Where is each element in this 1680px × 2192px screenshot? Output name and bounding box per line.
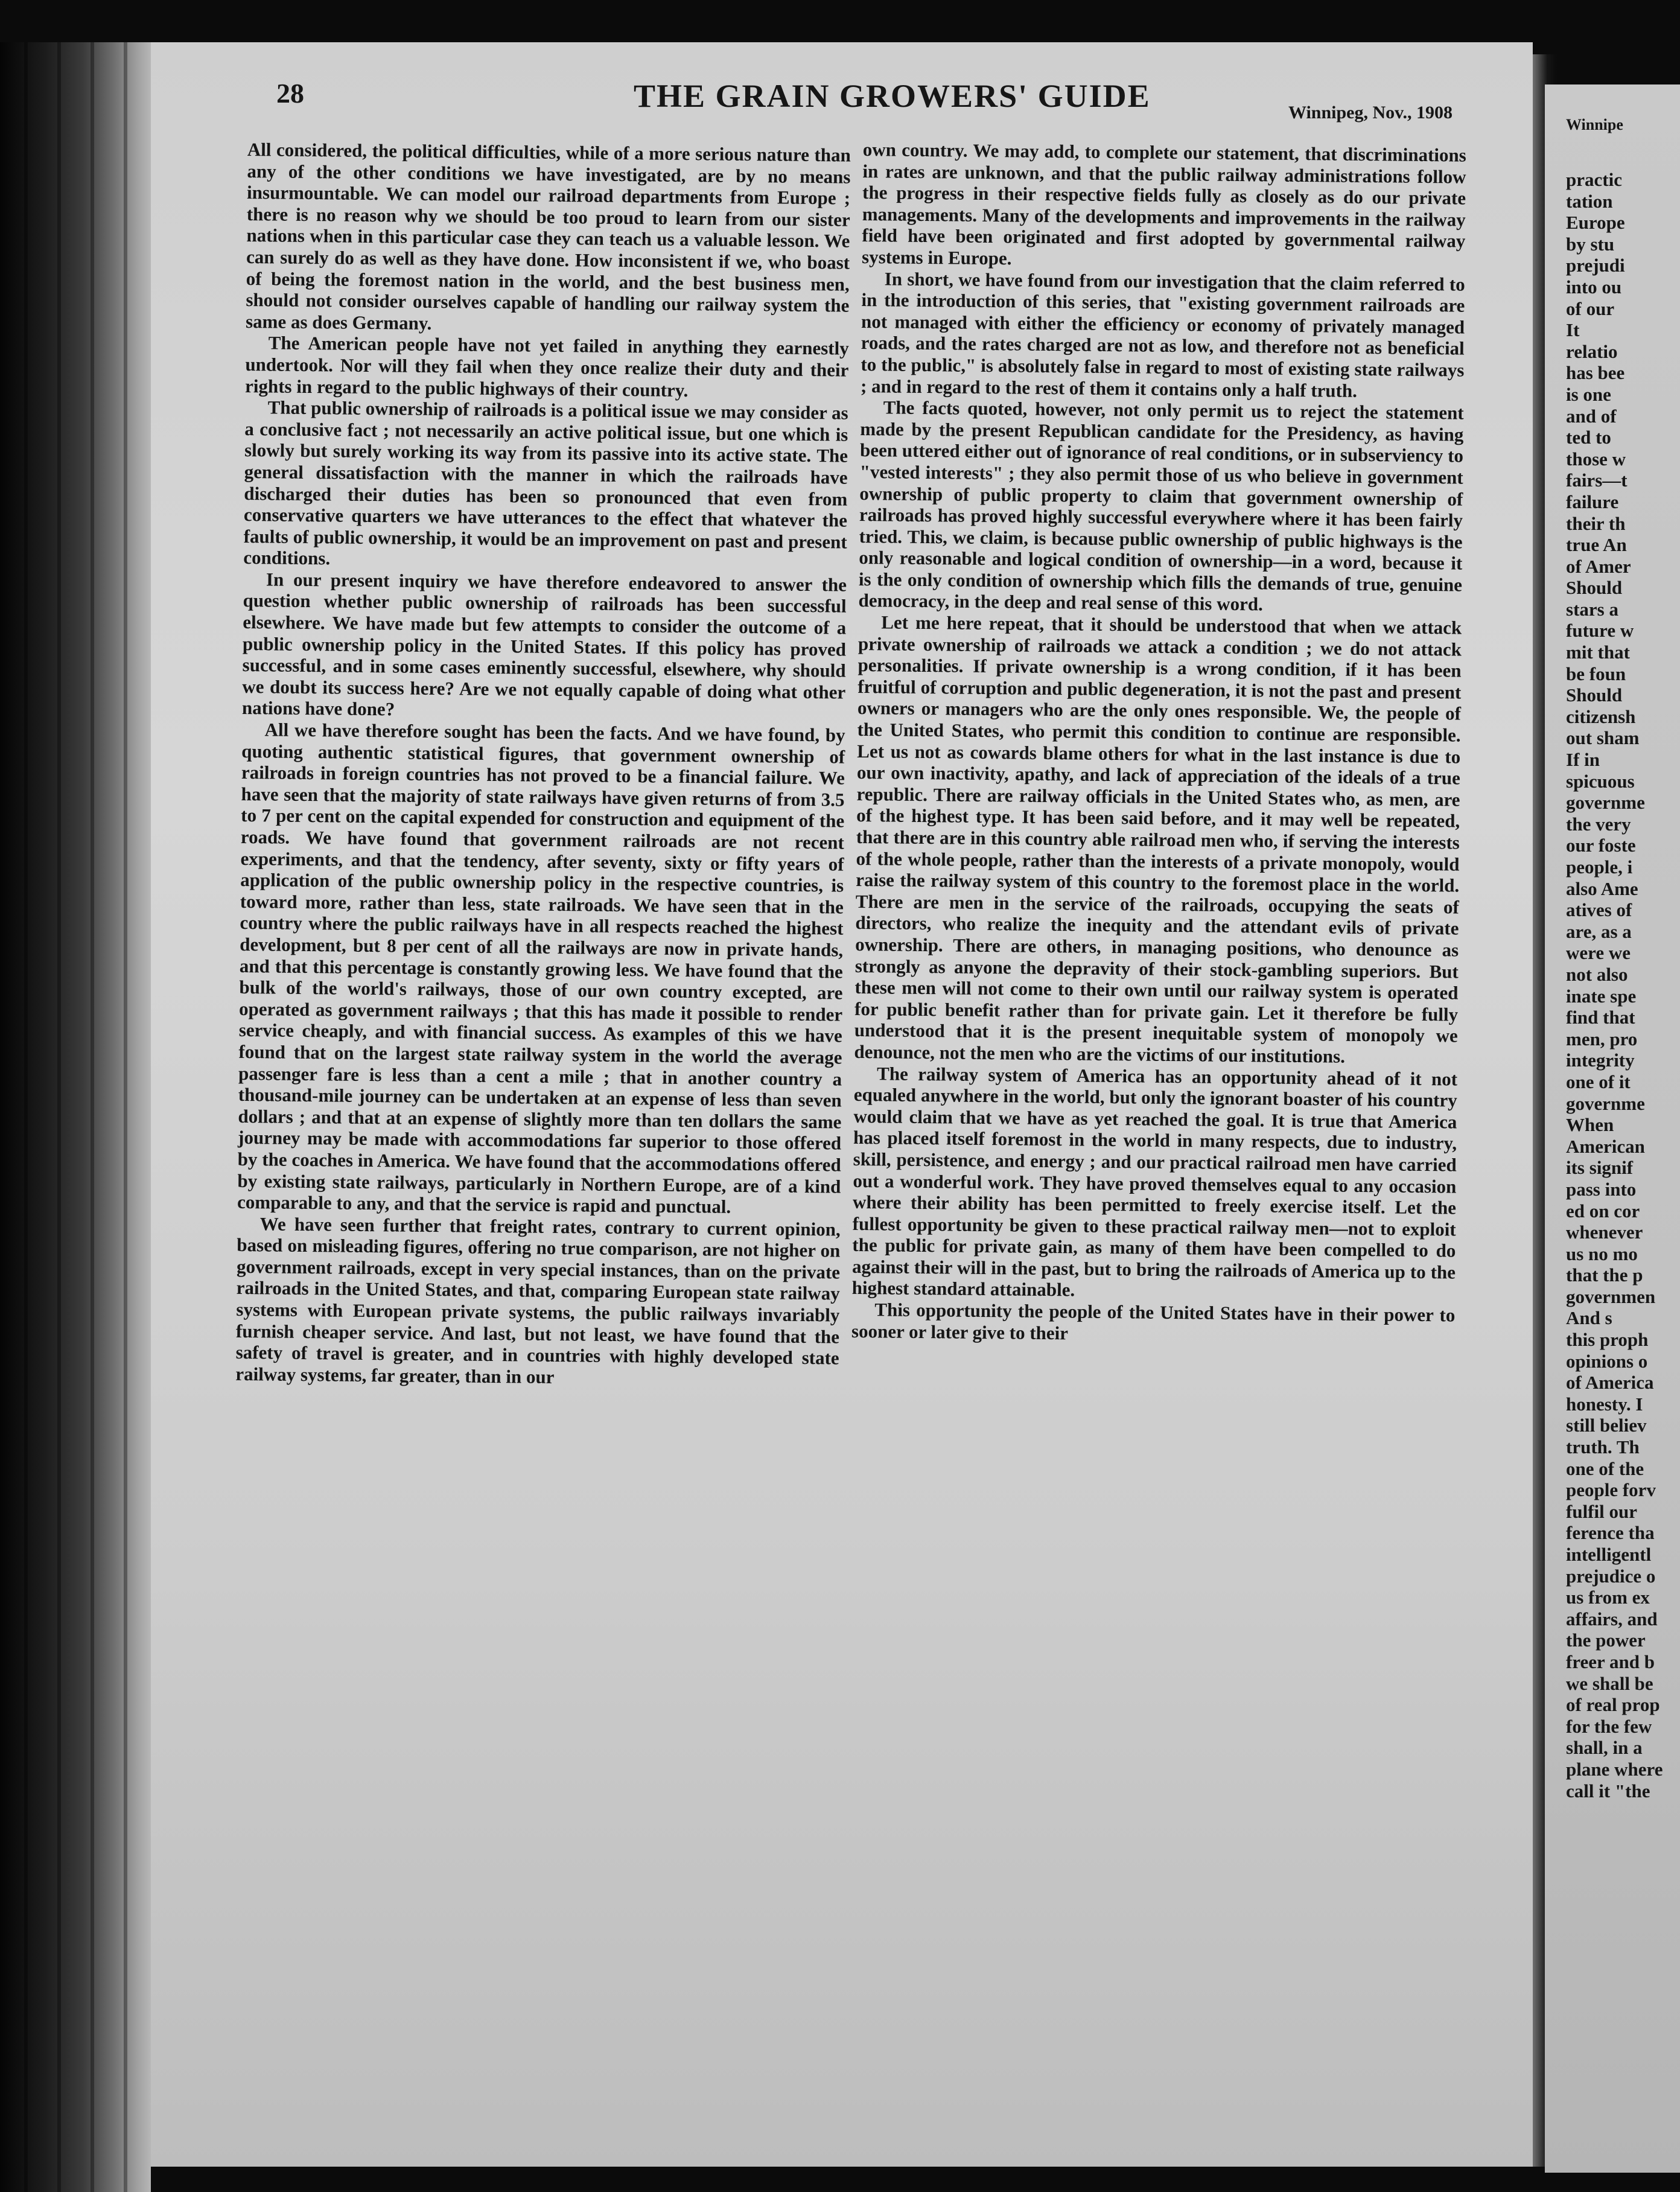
next-page-line: still believ [1566,1415,1647,1436]
next-page-line: intelligentl [1566,1544,1652,1565]
next-page-line: ference tha [1566,1522,1655,1544]
paragraph: We have seen further that freight rates, contrary to current opinion, based on misleading figures, offering no true comparison, are not higher on government railroads, except in very special instances, than on the private railroads in the United States, and that, comparing European state railway systems with European private systems, the public railways invariably furnish cheaper service. And last, but not least, we have found that the safety of travel is greater, and in countries with highly developed state railway systems, far greater, than in our [235,1212,841,1388]
paragraph: That public ownership of railroads is a political issue we may consider as a conclusive fact ; not necessarily an active political issue, but one which is slowly but surely working its way from its passive into its active state. The general dissatisfaction with the manner in which the railroads have discharged their duties has been so pronounced that even from conservative quarters we have utterances to the effect that whatever the faults of public ownership, it would be an improvement on past and present conditions. [243,397,848,569]
next-page-header: Winnipe [1566,116,1623,133]
next-page-line: tation [1566,190,1613,212]
next-page-line: us no mo [1566,1243,1638,1264]
next-page-line: spicuous [1566,770,1635,792]
next-page-line: of Amer [1566,555,1631,577]
next-page-line: governmen [1566,1286,1656,1307]
paragraph: All we have therefore sought has been the facts. And we have found, by quoting authentic statistical figures, that government ownership of railroads in foreign countries has not proved to be a financial failure. We have seen that the majority of state railways have given returns of from 3.5 to 7 per cent on the capital expended for construction and equipment of the roads. We have found that government railroads are not recent experiments, and that the tendency, after seventy, sixty or fifty years of application of the public ownership policy in the respective countries, is toward more, rather than less, state railroads. We have seen that in the country where the public railways have in all respects reached the highest development, but 8 per cent of all the railways are now in private hands, and that this percentage is constantly growing less. We have found that the bulk of the world's railways, those of our own country excepted, are operated as government railways ; that this has made it possible to render service cheaply, and with financial success. As examples of this we have found that on the largest state railway system in the world the average passenger fare is less than a cent a mile ; that in another country a thousand-mile journey can be undertaken at an expense of less than seven dollars ; and that at an expense of slightly more than ten dollars the same journey may be made with accommodations far superior to those offered by the coaches in America. We have found that the accommodations offered by existing state railways, particularly in Northern Europe, are of a kind comparable to any, and that the service is rapid and punctual. [237,719,845,1217]
next-page-line: people forv [1566,1479,1656,1501]
paragraph: The American people have not yet failed in anything they earnestly undertook. Nor will they fail when they once realize their duty and their rights in regard to the public highways of their country. [244,332,849,401]
next-page-line: mit that [1566,642,1630,663]
next-page-line: the very [1566,813,1631,835]
next-page-line: future w [1566,620,1634,642]
next-page-line: American [1566,1135,1645,1157]
next-page-line: ed on cor [1566,1200,1640,1222]
issue-date: Winnipeg, Nov., 1908 [1288,103,1453,123]
next-page-line: If in [1566,749,1600,771]
left-column [235,139,851,1391]
next-page-line: Should [1566,577,1623,599]
paragraph: All considered, the political difficulties, while of a more serious nature than any of the other conditions we have investigated, are by no means insurmountable. We can model our railroad departments from Europe ; there is no reason why we should be too proud to learn from our sister nations when in this particular case they can teach us a valuable lesson. We can surely do as well as they have done. How inconsistent if we, who boast of being the foremost nation in the world, and the best business men, should not consider ourselves capable of handling our railway system the same as does Germany. [245,139,851,334]
next-page-line: also Ame [1566,878,1638,899]
next-page-line: whenever [1566,1222,1643,1243]
next-page-line: were we [1566,942,1631,964]
next-page-line: we shall be [1566,1672,1653,1694]
next-page-line: Should [1566,684,1623,706]
next-page-line: men, pro [1566,1028,1638,1050]
next-page-line: pass into [1566,1178,1637,1200]
next-page-line: the power [1566,1630,1646,1651]
next-page-line: honesty. I [1566,1393,1643,1415]
next-page-line: stars a [1566,598,1618,620]
paragraph: The railway system of America has an opportunity ahead of it not equaled anywhere in the world, but only the ignorant boaster of his country would claim that we have as yet reached the goal. It is true that America has placed itself foremost in the world in many respects, due to industry, skill, persistence, and energy ; and our practical railroad men have carried out a wonderful work. They have proved themselves equal to any occasion where their ability has been permitted to freely exercise itself. Let the fullest opportunity be given to these practical railway men—not to exploit the public for private gain, as many of them have been compelled to do against their will in the past, but to bring the railroads of America up to the highest standard attainable. [851,1062,1458,1301]
next-page-line: practic [1566,169,1622,190]
next-page-line: shall, in a [1566,1737,1643,1759]
next-page-edge [1545,84,1680,2173]
next-page-line: Europe [1566,212,1625,234]
right-column [851,139,1466,1348]
paragraph: Let me here repeat, that it should be understood that when we attack private ownership of railroads we attack a condition ; we do not attack personalities. If private ownership is a wrong condition, if it has been fruitful of corruption and public degeneration, it is not the past and present owners or managers who are the only ones responsible. We, the people of the United States, who permit this condition to continue are responsible. Let us not as cowards blame others for what in the last instance is due to our own inactivity, apathy, and lack of appreciation of the ideals of a true republic. There are railway officials in the United States who, as men, are of the highest type. It has been said before, and it may well be repeated, that there are in this country able railroad men who, if serving the interests of the whole people, rather than the interests of a private monopoly, would raise the railway system of this country to the foremost place in the world. There are men in the service of the railroads, occupying the seats of directors, who realize the inequity and the attendant evils of private ownership. There are others, in managing positions, who denounce as strongly as anyone the depravity of their stock-gambling superiors. But these men will not come to their own until our railway system is operated for public benefit rather than for private gain. Let it therefore be fully understood that it is the present inequitable system of monopoly we denounce, not the men who are the victims of our institutions. [854,611,1462,1067]
next-page-line: and of [1566,405,1617,427]
next-page-line: out sham [1566,727,1640,749]
next-page-line: of America [1566,1372,1654,1394]
next-page-line: its signif [1566,1157,1634,1179]
next-page-line: are, as a [1566,920,1632,942]
next-page-line: not also [1566,963,1628,985]
next-page-line: true An [1566,534,1627,556]
next-page-line: of our [1566,298,1615,319]
next-page-line: citizensh [1566,706,1636,727]
next-page-line: is one [1566,383,1611,405]
next-page-line: fulfil our [1566,1500,1637,1522]
next-page-line: freer and b [1566,1651,1655,1672]
next-page-line: affairs, and [1566,1608,1658,1630]
next-page-line: call it "the [1566,1780,1650,1802]
next-page-line: their th [1566,512,1626,534]
next-page-line: governme [1566,792,1645,814]
next-page-line: find that [1566,1007,1635,1028]
next-page-line: prejudi [1566,255,1625,276]
next-page-line: this proph [1566,1329,1649,1351]
next-page-line: ted to [1566,427,1611,448]
next-page-line: When [1566,1114,1614,1136]
next-page-line: relatio [1566,340,1618,362]
next-page-line: truth. Th [1566,1436,1640,1458]
next-page-line: for the few [1566,1715,1652,1737]
next-page-line: failure [1566,491,1619,512]
book-binding-edge [0,42,151,2192]
next-page-line: be foun [1566,663,1626,684]
paragraph: This opportunity the people of the United States have in their power to sooner or later give to their [851,1299,1456,1344]
page-title: THE GRAIN GROWERS' GUIDE [634,78,1151,114]
next-page-line: governme [1566,1092,1645,1114]
paragraph: The facts quoted, however, not only permit us to reject the statement made by the present Republican candidate for the Presidency, as having been uttered either out of ignorance of real conditions, or in subserviency to "vested interests" ; they also permit those of us who believe in government ownership of public property to claim that government ownership of railroads has proved highly successful everywhere where it has been fairly tried. This, we claim, is because public ownership of public highways is the only reasonable and logical condition of ownership—in a word, because it is the only condition of ownership which fills the demands of true, genuine democracy, in the deep and real sense of this word. [858,397,1464,615]
paragraph: In our present inquiry we have therefore endeavored to answer the question whether public ownership of railroads has been successful elsewhere. We have made but few attempts to consider the outcome of a public ownership policy in the United States. If this policy has proved successful, and in some cases eminently successful, elsewhere, why should we doubt its success here? Are we not equally capable of doing what other nations have done? [241,569,847,720]
next-page-line: prejudice o [1566,1565,1656,1587]
next-page-line: plane where [1566,1758,1663,1780]
paragraph: own country. We may add, to complete our statement, that discriminations in rates are unknown, and that the public railway administrations follow the progress in their respective fields fully as closely as do our private managements. Many of the developments and improvements in the railway field have been originated and first adopted by governmental railway systems in Europe. [861,139,1466,269]
newspaper-page [151,42,1533,2167]
page-number: 28 [276,78,304,109]
next-page-line: has bee [1566,362,1625,384]
next-page-line: one of the [1566,1458,1644,1479]
next-page-line: that the p [1566,1264,1643,1286]
next-page-line: opinions o [1566,1350,1648,1372]
next-page-line: inate spe [1566,985,1637,1007]
next-page-line: fairs—t [1566,470,1628,491]
next-page-line: us from ex [1566,1587,1650,1608]
next-page-line: integrity [1566,1050,1635,1071]
next-page-line: by stu [1566,233,1615,255]
next-page-line: of real prop [1566,1694,1660,1716]
next-page-line: one of it [1566,1071,1631,1092]
next-page-line: our foste [1566,835,1636,856]
next-page-line: atives of [1566,899,1632,921]
next-page-line: those w [1566,448,1626,470]
next-page-line: It [1566,319,1580,341]
paragraph: In short, we have found from our investigation that the claim referred to in the introduction of this series, that "existing government railroads are not managed with either the efficiency or economy of privately managed roads, and the rates charged are not as low, and therefore not as beneficial to the public," is absolutely false in regard to most of existing state railways ; and in regard to the rest of them it contains only a half truth. [860,267,1465,401]
next-page-column [1566,169,1680,1802]
next-page-line: And s [1566,1307,1612,1329]
next-page-line: into ou [1566,276,1622,298]
next-page-line: people, i [1566,856,1633,878]
